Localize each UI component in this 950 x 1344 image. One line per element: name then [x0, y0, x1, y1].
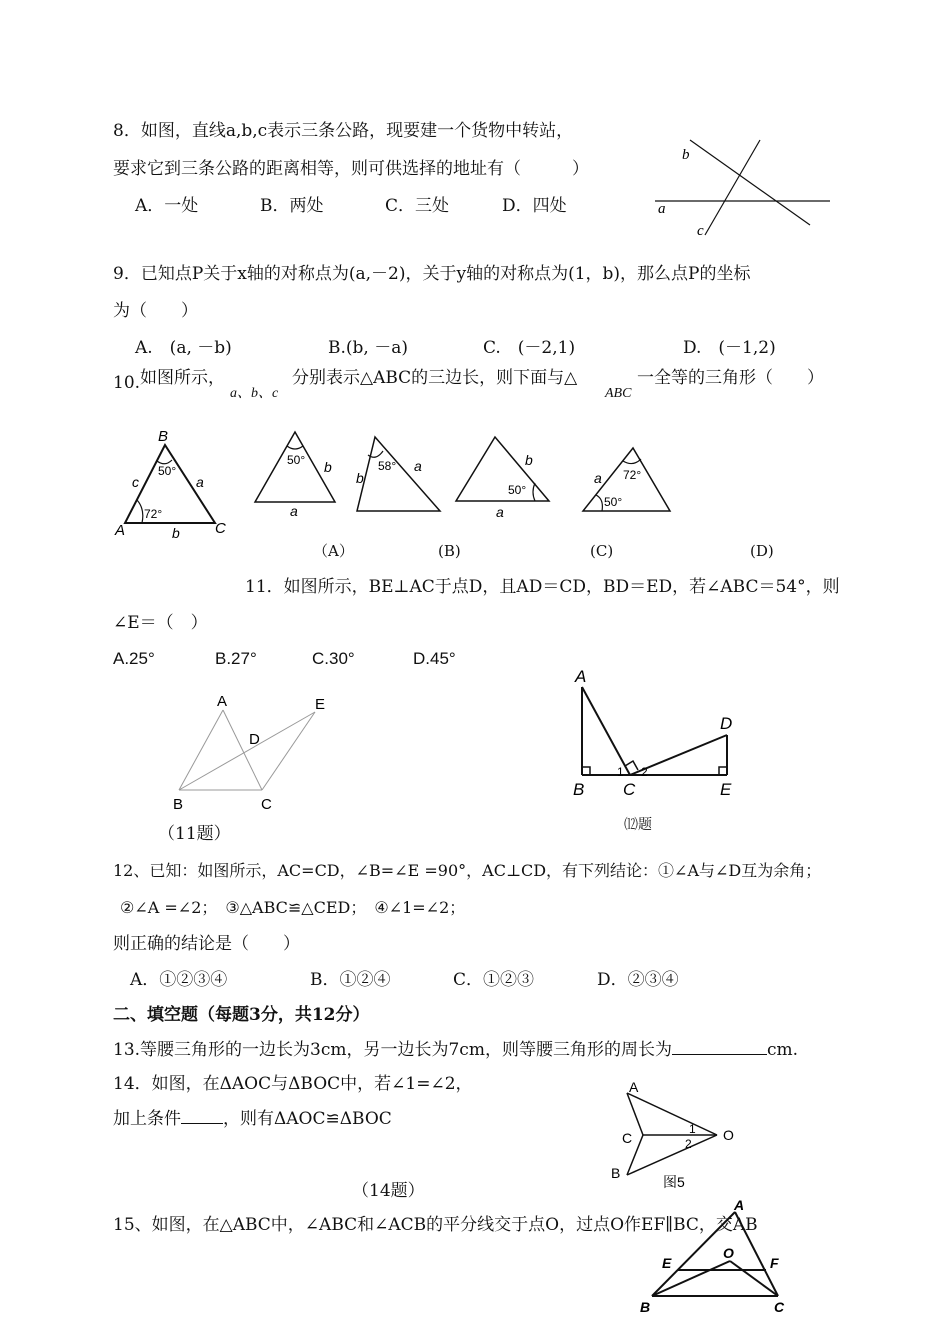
q14-caption: （14题）: [352, 1181, 425, 1201]
q12-label-C: C: [623, 780, 636, 799]
q10-c-angle: 50°: [508, 483, 527, 497]
q10-main-c: c: [132, 474, 139, 490]
q10-main-B: B: [158, 428, 169, 445]
q10-b-side-b: b: [356, 470, 364, 486]
q12-line1: 12、已知：如图所示，AC=CD，∠B=∠E =90°，AC⊥CD，有下列结论：①∠A与∠D互为余角；: [113, 861, 822, 880]
q10-a-side-a: a: [290, 503, 298, 519]
q10-figure-a: [250, 430, 345, 520]
q12-option-b: B．①②④: [310, 970, 391, 990]
q8-option-a: A．一处: [135, 196, 199, 216]
q15-label-A: A: [734, 1197, 745, 1213]
q10-main-angle-A: 72°: [144, 507, 163, 521]
q11-option-a: A.25°: [113, 649, 155, 668]
q9-option-d: D. (－1,2): [683, 338, 776, 358]
q10-d-angle-top: 72°: [623, 468, 642, 482]
q11-line1: 11．如图所示，BE⊥AC于点D，且AD＝CD，BD＝ED，若∠ABC＝54°，则: [245, 577, 840, 597]
q10-figure-b: [350, 435, 450, 525]
q8-label-b: b: [682, 147, 690, 163]
q10-d-side-a: a: [594, 470, 602, 486]
q10-main-angle-B: 50°: [158, 464, 177, 478]
q11-label-A: A: [217, 693, 228, 710]
q12-line2: ②∠A =∠2； ③△ABC≌△CED； ④∠1=∠2；: [120, 898, 466, 917]
q13-stem: 13.等腰三角形的一边长为3cm，另一边长为7cm，则等腰三角形的周长为: [113, 1040, 672, 1060]
q11-label-E: E: [315, 696, 326, 713]
q14-line2a: 加上条件: [113, 1109, 181, 1129]
q11-figure: [165, 690, 345, 820]
q14-label-C: C: [622, 1130, 633, 1146]
q10-text3: 一全等的三角形（ ）: [637, 368, 824, 388]
q13-answer-blank[interactable]: [672, 1054, 767, 1055]
q15-label-C: C: [774, 1299, 785, 1315]
q14-label-2: 2: [685, 1137, 692, 1151]
q10-c-side-a: a: [496, 504, 504, 520]
q15-label-O: O: [723, 1245, 734, 1261]
q8-option-d: D．四处: [502, 196, 567, 216]
q8-figure: [650, 135, 840, 245]
q11-label-B: B: [173, 796, 184, 813]
q10-option-c: (C): [590, 542, 614, 560]
q8-option-b: B．两处: [260, 196, 324, 216]
q9-option-a: A. (a, －b): [135, 338, 232, 358]
q11-option-d: D.45°: [413, 649, 456, 668]
q11-caption: （11题）: [158, 824, 231, 844]
q12-label-D: D: [720, 714, 733, 733]
q11-label-C: C: [261, 796, 272, 813]
q9-option-b: B.(b, －a): [328, 338, 408, 358]
q10-text2: 分别表示△ABC的三边长，则下面与△: [292, 368, 578, 388]
q14-line2: [113, 1108, 392, 1130]
q12-label-E: E: [720, 780, 732, 799]
q14-label-A: A: [629, 1079, 639, 1095]
q10-abc-note: ABC: [605, 386, 632, 401]
q10-a-angle: 50°: [287, 453, 306, 467]
q12-option-a: A．①②③④: [130, 970, 228, 990]
q11-label-D: D: [249, 731, 260, 748]
q9-line2: 为（ ）: [113, 301, 198, 321]
q15-line1: 15、如图，在△ABC中，∠ABC和∠ACB的平分线交于点O，过点O作EF∥BC，交AB: [113, 1215, 758, 1235]
q10-figure-c: [453, 435, 553, 523]
q15-label-B: B: [640, 1299, 651, 1315]
q9-option-c: C. (－2,1): [483, 338, 576, 358]
q14-label-O: O: [723, 1127, 734, 1143]
q12-figure: [565, 665, 750, 810]
q10-sides-note: a、b、c: [230, 386, 279, 401]
q10-prefix: 10.: [113, 373, 141, 393]
q10-text1: 如图所示，: [140, 368, 225, 388]
q11-option-b: B.27°: [215, 649, 257, 668]
q15-label-E: E: [662, 1255, 672, 1271]
q12-line3: 则正确的结论是（ ）: [113, 934, 300, 954]
section2-title: 二、填空题（每题3分，共12分）: [113, 1005, 370, 1025]
q11-option-c: C.30°: [312, 649, 355, 668]
q12-label-2: 2: [641, 765, 648, 779]
q10-figure-d: [578, 445, 678, 520]
q12-label-A: A: [575, 667, 587, 686]
q14-answer-blank[interactable]: [181, 1123, 223, 1124]
q8-line1: 8．如图，直线a,b,c表示三条公路，现要建一个货物中转站，: [113, 121, 574, 141]
q10-c-side-b: b: [525, 452, 533, 468]
q14-label-B: B: [611, 1165, 621, 1181]
q10-main-triangle: [110, 425, 240, 545]
q10-option-b: (B): [438, 542, 461, 560]
q15-label-F: F: [770, 1255, 779, 1271]
q9-line1: 9．已知点P关于x轴的对称点为(a,－2)，关于y轴的对称点为(1，b)，那么点P的坐标: [113, 264, 751, 284]
q11-line2: ∠E＝（ ）: [113, 613, 208, 633]
q14-figure: [605, 1075, 755, 1195]
q12-option-d: D．②③④: [597, 970, 679, 990]
q14-fig-caption: 图5: [663, 1174, 685, 1190]
q10-main-b: b: [172, 525, 180, 541]
q14-label-1: 1: [689, 1122, 696, 1136]
q8-line2: 要求它到三条公路的距离相等，则可供选择的地址有（ ）: [113, 159, 589, 179]
q12-label-1: 1: [617, 765, 624, 779]
q15-figure: [638, 1198, 798, 1324]
q10-main-C: C: [215, 520, 226, 537]
q8-label-c: c: [697, 223, 704, 239]
q12-label-B: B: [573, 780, 585, 799]
q10-option-a: （A）: [313, 542, 354, 560]
q10-b-side-a: a: [414, 458, 422, 474]
q10-b-angle: 58°: [378, 459, 397, 473]
q12-option-c: C．①②③: [453, 970, 535, 990]
q10-a-side-b: b: [324, 459, 332, 475]
q10-main-A: A: [115, 522, 126, 539]
q14-line1: 14．如图，在ΔAOC与ΔBOC中，若∠1=∠2，: [113, 1074, 473, 1094]
q13-text: [113, 1039, 798, 1061]
q10-d-angle-left: 50°: [604, 495, 623, 509]
q14-line2b: ，则有ΔAOC≌ΔBOC: [223, 1109, 392, 1129]
q8-option-c: C．三处: [385, 196, 450, 216]
q8-label-a: a: [658, 201, 666, 217]
q10-main-a: a: [196, 474, 204, 490]
q12-caption: ⑿题: [624, 817, 652, 833]
q13-unit: cm.: [766, 1040, 798, 1060]
q10-option-d: (D): [750, 542, 774, 560]
